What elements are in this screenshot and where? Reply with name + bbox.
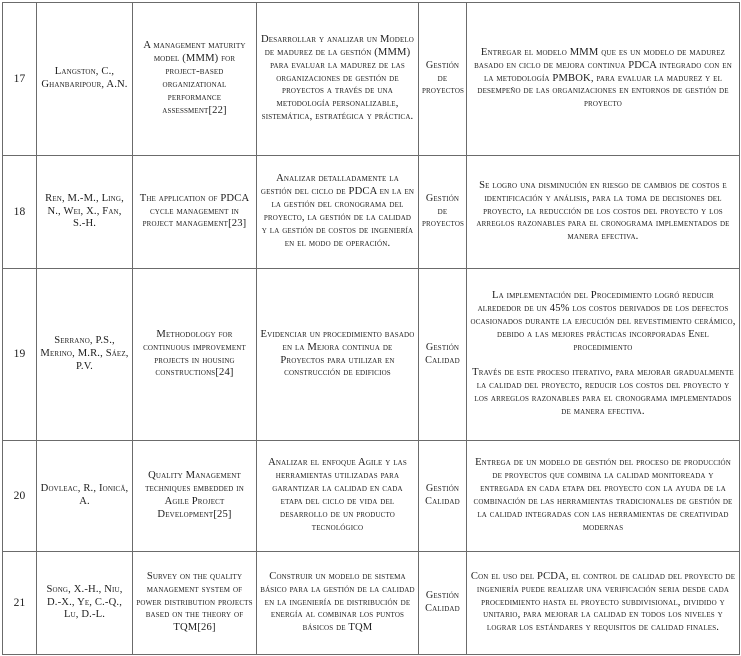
table-row bbox=[3, 156, 740, 269]
authors-cell: Song, X.-H., Niu, D.-X., Ye, C.-Q., Lu, D.-L. bbox=[37, 552, 133, 655]
title-cell: A management maturity model (MMM) for project-based organizational performance assessment[22] bbox=[133, 3, 257, 156]
row-number: 17 bbox=[3, 3, 37, 156]
result-paragraph-extra: Través de este proceso iterativo, para mejorar gradualmente la calidad del proyecto, reducir los costos del proyecto y los arreglos razonables para el cronograma implementados de manera efectiva. bbox=[472, 367, 734, 418]
authors-cell: Ren, M.-M., Ling, N., Wei, X., Fan, S.-H. bbox=[37, 156, 133, 269]
table-row bbox=[3, 269, 740, 441]
objective-cell: Analizar el enfoque Agile y las herramientas utilizadas para garantizar la calidad en cada etapa del ciclo de vida del desarrollo de un producto tecnológico bbox=[257, 441, 419, 552]
result-cell: Entregar el modelo MMM que es un modelo de madurez basado en ciclo de mejora continua PDCA integrado con en la metodología PMBOK, para evaluar la madurez y el desempeño de las organizaciones en entornos de gestión de proyecto bbox=[467, 3, 740, 156]
row-number: 21 bbox=[3, 552, 37, 655]
result-cell bbox=[467, 269, 740, 441]
objective-cell: Construir un modelo de sistema básico para la gestión de la calidad en la ingeniería de distribución de energía al combinar los puntos básicos de TQM bbox=[257, 552, 419, 655]
area-cell: Gestión Calidad bbox=[419, 552, 467, 655]
area-cell: Gestión de proyectos bbox=[419, 3, 467, 156]
result-cell: Se logro una disminución en riesgo de cambios de costos e identificación y análisis, para la toma de decisiones del proyecto, la reducción de los costos del proyecto y los arreglos razonables para el cronograma implementados de manera efectiva. bbox=[467, 156, 740, 269]
area-cell: Gestión Calidad bbox=[419, 269, 467, 441]
authors-cell: Serrano, P.S., Merino, M.R., Sáez, P.V. bbox=[37, 269, 133, 441]
title-cell: Survey on the quality management system of power distribution projects based on the theory of TQM[26] bbox=[133, 552, 257, 655]
title-cell: The application of PDCA cycle management in project management[23] bbox=[133, 156, 257, 269]
row-number: 20 bbox=[3, 441, 37, 552]
table-row bbox=[3, 3, 740, 156]
authors-cell: Langston, C., Ghanbaripour, A.N. bbox=[37, 3, 133, 156]
row-number: 19 bbox=[3, 269, 37, 441]
literature-review-table bbox=[2, 2, 740, 655]
title-cell: Quality Management techniques embedded in Agile Project Development[25] bbox=[133, 441, 257, 552]
area-cell: Gestión Calidad bbox=[419, 441, 467, 552]
table-row bbox=[3, 441, 740, 552]
objective-cell: Desarrollar y analizar un Modelo de madurez de la gestión (MMM) para evaluar la madurez de las organizaciones de gestión de proyectos a través de una metodología personalizable, sistemática, estratégica y práctica. bbox=[257, 3, 419, 156]
result-paragraph: La implementación del Procedimiento logró reducir alrededor de un 45% los costos derivados de los defectos ocasionados durante la ejecución del revestimiento cerámico, debido a las mejores prácticas incorporadas Enel procedimiento bbox=[470, 289, 736, 353]
authors-cell: Dovleac, R., Ionică, A. bbox=[37, 441, 133, 552]
title-cell: Methodology for continuous improvement projects in housing constructions[24] bbox=[133, 269, 257, 441]
result-cell: Con el uso del PCDA, el control de calidad del proyecto de ingeniería puede realizar una verificación seria desde cada procedimiento hasta el proyecto subdivisional, dividido y unitario, para mejorar la calidad en todos los niveles y lograr los estándares y requisitos de calidad finales. bbox=[467, 552, 740, 655]
objective-cell: Evidenciar un procedimiento basado en la Mejora continua de Proyectos para utilizar en construcción de edificios bbox=[257, 269, 419, 441]
row-number: 18 bbox=[3, 156, 37, 269]
table-row bbox=[3, 552, 740, 655]
result-cell: Entrega de un modelo de gestión del proceso de producción de proyectos que combina la calidad monitoreada y entregada en cada etapa del proyecto con la ayuda de la combinación de las herramientas tradicionales de gestión de la calidad integradas con las herramientas de creatividad modernas bbox=[467, 441, 740, 552]
area-cell: Gestión de proyectos bbox=[419, 156, 467, 269]
objective-cell: Analizar detalladamente la gestión del ciclo de PDCA en la en la gestión del cronograma del proyecto, la gestión de la calidad y la gestión de costos de ingeniería en el modo de operación. bbox=[257, 156, 419, 269]
